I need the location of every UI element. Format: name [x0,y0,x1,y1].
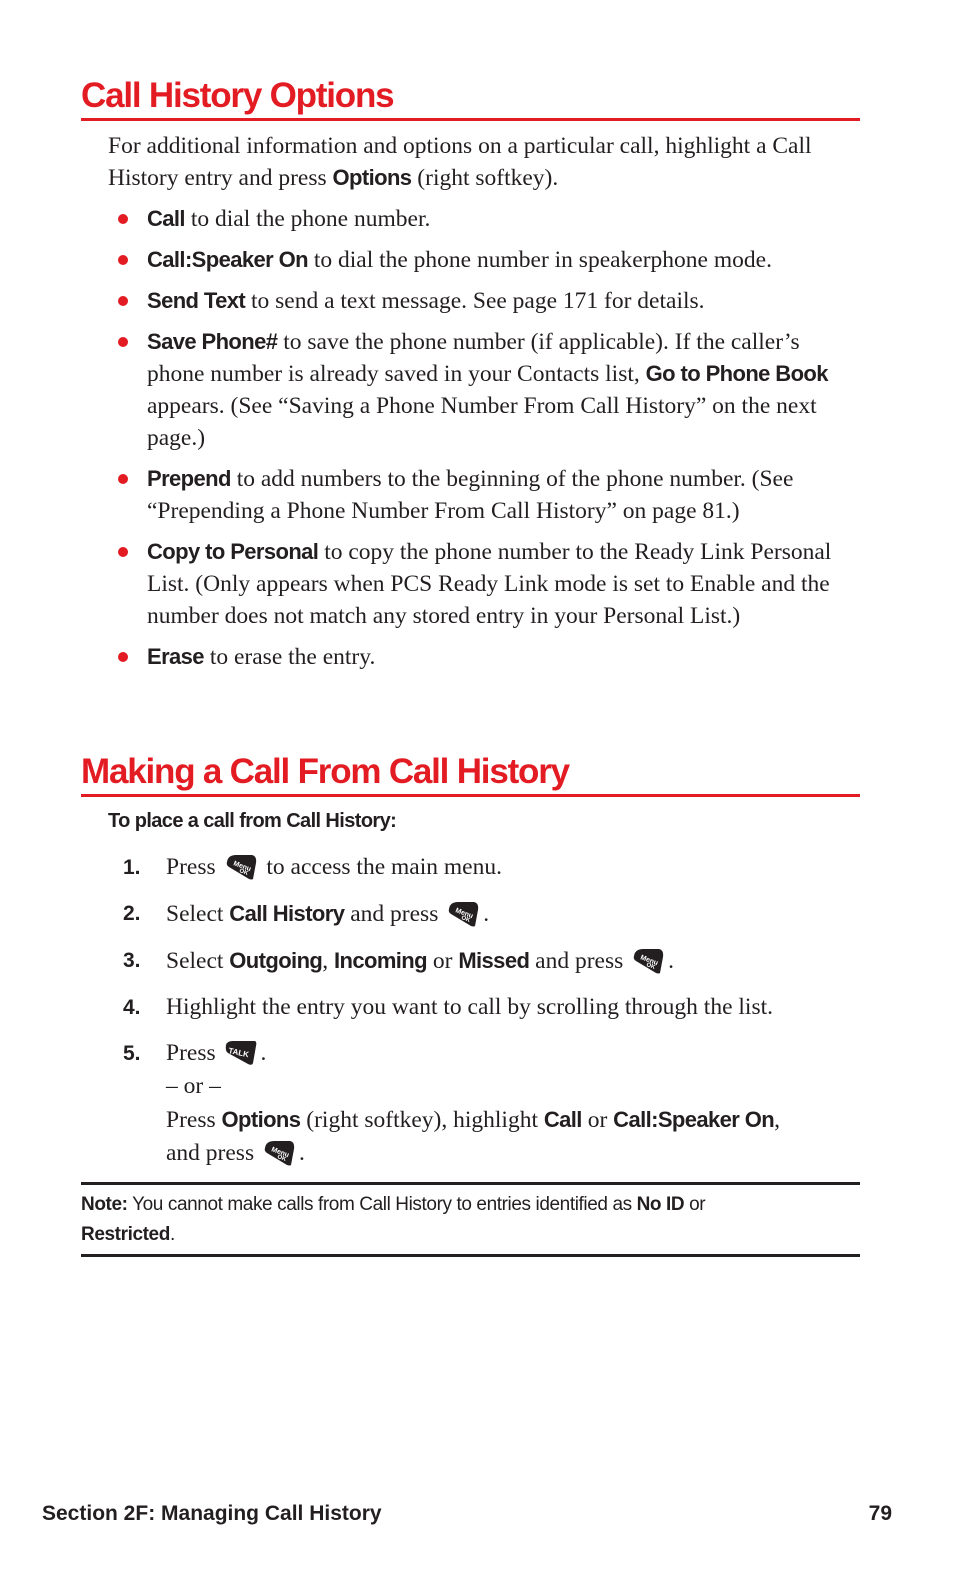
bullet-dot [118,255,128,265]
page-number: 79 [868,1502,892,1525]
section-title-making-a-call: Making a Call From Call History [81,752,860,797]
step-item: 5. Press . – or – Press Options (right softkey), highlight Call or Call:Speaker On, and press . [123,1040,780,1166]
step-item: 4. Highlight the entry you want to call by scrolling through the list. [123,994,773,1020]
list-item: Call to dial the phone number. [118,203,860,235]
section-title-call-history-options: Call History Options [81,76,860,121]
procedure-subhead: To place a call from Call History: [108,810,397,832]
bullet-dot [118,652,128,662]
list-item: Prepend to add numbers to the beginning of the phone number. (See “Prepending a Phone Number From Call History” on page 81.) [118,463,860,527]
list-item: Save Phone# to save the phone number (if applicable). If the caller’s phone number is already saved in your Contacts list, Go to Phone Book appears. (See “Saving a Phone Number From Call History” on the next page.) [118,326,860,454]
bullet-dot [118,547,128,557]
list-item: Erase to erase the entry. [118,641,860,673]
procedure-steps [120,851,862,1183]
step-item: 3. Select Outgoing, Incoming or Missed and press . [123,948,675,974]
menu-ok-key-icon [263,1139,296,1167]
menu-ok-key-icon [447,900,480,928]
bullet-dot [118,214,128,224]
bullet-dot [118,474,128,484]
intro-paragraph: For additional information and options on a particular call, highlight a Call History entry and press Options (right softkey). [108,133,812,191]
step-item: 1. Press to access the main menu. [123,854,502,880]
footer-section-title: Section 2F: Managing Call History [42,1502,382,1525]
list-item: Copy to Personal to copy the phone number to the Ready Link Personal List. (Only appears when PCS Ready Link mode is set to Enable and the number does not match any stored entry in your Personal List.) [118,536,860,632]
list-item: Call:Speaker On to dial the phone number in speakerphone mode. [118,244,860,276]
bullet-dot [118,296,128,306]
note-box: Note: You cannot make calls from Call History to entries identified as No ID or Restricted. [81,1182,860,1257]
menu-ok-key-icon [225,853,258,881]
options-softkey-term: Options [332,165,412,190]
note-label: Note: [81,1194,128,1215]
talk-key-icon [225,1039,258,1067]
options-bullet-list [118,203,860,682]
step-item: 2. Select Call History and press . [123,901,490,927]
bullet-dot [118,337,128,347]
page-footer [42,1502,892,1526]
menu-ok-key-icon [632,947,665,975]
list-item: Send Text to send a text message. See page 171 for details. [118,285,860,317]
